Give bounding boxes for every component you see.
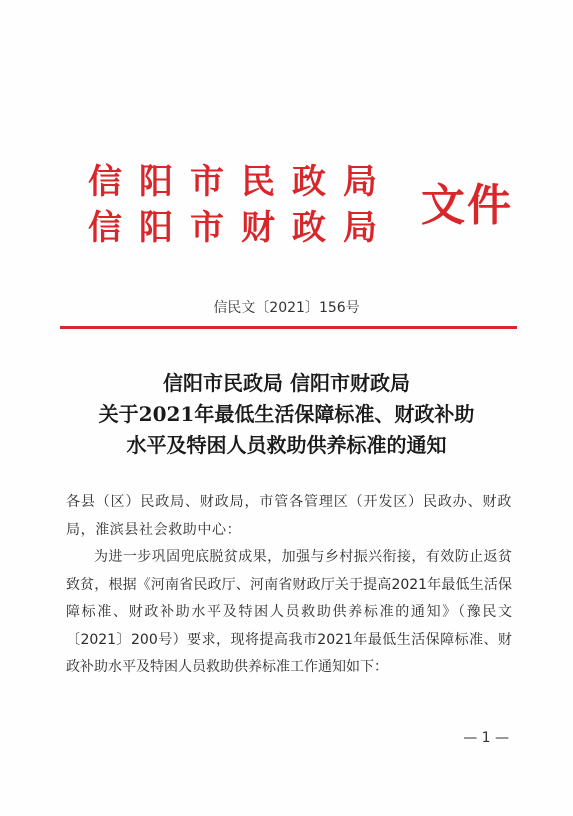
document-body <box>66 489 512 682</box>
title-line-2: 关于2021年最低生活保障标准、财政补助 <box>98 402 475 426</box>
document-type-label: 文件 <box>421 180 513 231</box>
recipients-paragraph: 各县（区）民政局、财政局，市管各管理区（开发区）民政办、财政局，淮滨县社会救助中心： <box>66 494 512 538</box>
title-line-1: 信阳市民政局 信阳市财政局 <box>163 371 410 395</box>
page-number: — 1 — <box>463 730 509 746</box>
title-line-3: 水平及特困人员救助供养标准的通知 <box>126 433 447 457</box>
red-divider-line <box>60 326 517 329</box>
issuer-line-1: 信阳市民政局 <box>88 162 394 202</box>
issuer-line-2: 信阳市财政局 <box>88 208 394 248</box>
document-title <box>40 368 533 461</box>
body-paragraph-1: 为进一步巩固兜底脱贫成果，加强与乡村振兴衔接，有效防止返贫致贫，根据《河南省民政厅、河南省财政厅关于提高2021年最低生活保障标准、财政补助水平及特困人员救助供养标准的通知》（豫民文〔2021〕200号）要求，现将提高我市2021年最低生活保障标准、财政补助水平及特困人员救助供养标准工作通知如下： <box>66 549 512 675</box>
document-number: 信民文〔2021〕156号 <box>213 300 360 316</box>
letterhead <box>88 150 513 260</box>
